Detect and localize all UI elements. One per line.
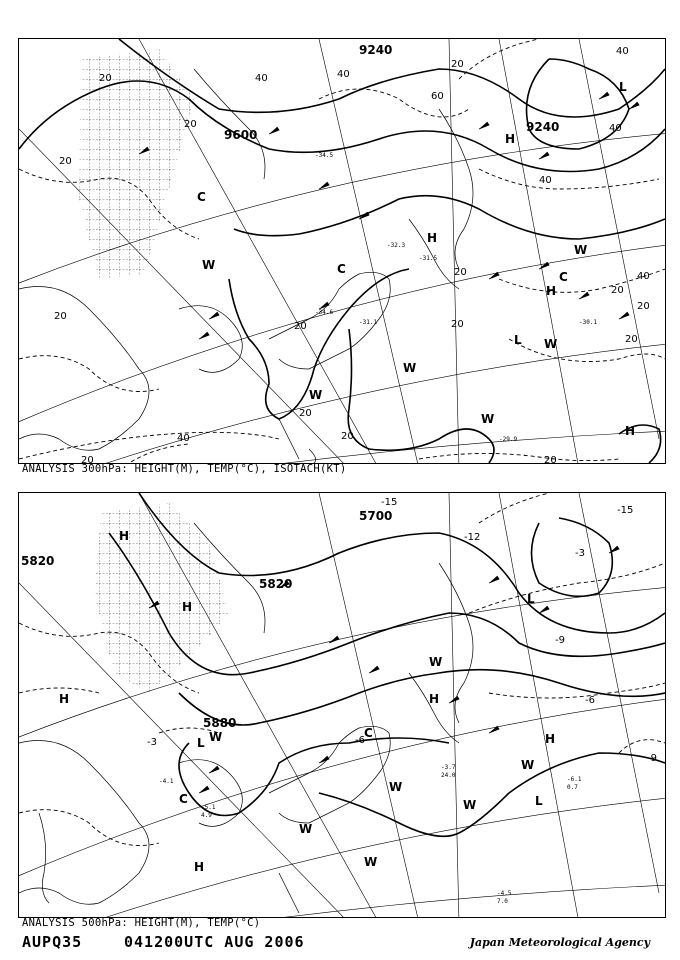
panel-500hpa-caption: ANALYSIS 500hPa: HEIGHT(M), TEMP(°C) [22,917,261,929]
chart-id: AUPQ35 [22,933,83,951]
svg-text:W: W [521,758,535,772]
svg-text:-3: -3 [147,737,157,748]
svg-text:L: L [535,794,543,808]
svg-text:40: 40 [609,123,622,134]
agency-name: Japan Meteorological Agency [469,936,650,949]
svg-text:20: 20 [454,267,467,278]
svg-text:7.0: 7.0 [497,898,508,905]
svg-text:W: W [463,798,477,812]
svg-text:-4.1: -4.1 [159,778,174,785]
svg-text:H: H [194,860,205,874]
svg-text:-34.5: -34.5 [315,152,334,159]
svg-text:-9: -9 [555,635,565,646]
svg-text:20: 20 [451,319,464,330]
svg-text:20: 20 [299,408,312,419]
svg-text:-9: -9 [647,753,657,764]
map-500hpa-canvas [19,493,665,917]
svg-text:C: C [337,262,346,276]
svg-text:H: H [625,424,636,438]
svg-text:-30.1: -30.1 [579,319,598,326]
svg-text:-12: -12 [464,532,481,543]
svg-text:20: 20 [294,321,307,332]
svg-text:L: L [619,80,627,94]
svg-text:H: H [59,692,70,706]
svg-text:-31.1: -31.1 [359,319,378,326]
svg-text:20: 20 [81,455,94,463]
svg-text:-3.7: -3.7 [441,764,456,771]
svg-text:W: W [403,361,417,375]
svg-text:20: 20 [544,455,557,463]
height-label: 9240 [359,43,393,57]
pressure-centers [197,80,635,438]
svg-text:H: H [427,231,438,245]
panel-300hpa-caption: ANALYSIS 300hPa: HEIGHT(M), TEMP(°C), ISOTACH(KT) [22,463,347,475]
hatched-area [79,49,194,279]
svg-text:20: 20 [99,73,112,84]
svg-text:-15: -15 [617,505,634,516]
svg-text:W: W [574,243,588,257]
svg-text:40: 40 [539,175,552,186]
svg-text:-6: -6 [355,735,365,746]
svg-text:20: 20 [625,334,638,345]
svg-text:L: L [514,333,522,347]
svg-text:20: 20 [59,156,72,167]
svg-text:24.0: 24.0 [441,772,456,779]
svg-text:-31.5: -31.5 [419,255,438,262]
height-label: 5820 [259,577,293,591]
valid-time: 041200UTC AUG 2006 [124,933,305,951]
svg-text:20: 20 [184,119,197,130]
svg-text:-3: -3 [575,548,585,559]
svg-text:60: 60 [431,91,444,102]
coastlines [19,523,473,913]
temp-observations [159,764,582,905]
svg-text:W: W [544,337,558,351]
svg-text:0.7: 0.7 [567,784,578,791]
svg-text:-6.1: -6.1 [567,776,582,783]
svg-text:20: 20 [341,431,354,442]
svg-text:H: H [545,732,556,746]
svg-text:W: W [389,780,403,794]
svg-text:-15: -15 [381,497,398,508]
svg-text:H: H [546,284,557,298]
svg-text:-6: -6 [585,695,595,706]
svg-text:L: L [527,592,535,606]
svg-text:-34.6: -34.6 [315,309,334,316]
svg-text:20: 20 [611,285,624,296]
svg-text:W: W [429,655,443,669]
svg-text:20: 20 [54,311,67,322]
svg-text:W: W [481,412,495,426]
svg-text:C: C [179,792,188,806]
height-label: 5700 [359,509,393,523]
svg-text:W: W [202,258,216,272]
svg-text:C: C [559,270,568,284]
svg-text:H: H [505,132,516,146]
map-panel-500hpa [18,492,666,918]
svg-text:40: 40 [637,271,650,282]
svg-text:-32.3: -32.3 [387,242,406,249]
map-300hpa-canvas [19,39,665,463]
svg-text:20: 20 [451,59,464,70]
svg-text:40: 40 [177,433,190,444]
height-label: 5880 [203,716,237,730]
svg-text:-29.9: -29.9 [499,436,518,443]
svg-text:-4.5: -4.5 [497,890,512,897]
svg-text:-5.1: -5.1 [201,804,216,811]
height-label: 9240 [526,120,560,134]
svg-text:W: W [309,388,323,402]
svg-text:L: L [197,736,205,750]
svg-text:W: W [364,855,378,869]
svg-text:W: W [299,822,313,836]
svg-text:40: 40 [616,46,629,57]
height-label: 9600 [224,128,258,142]
height-label: 5820 [21,554,55,568]
svg-text:C: C [197,190,206,204]
hatched-area [94,503,229,693]
svg-text:40: 40 [337,69,350,80]
map-panel-300hpa [18,38,666,464]
svg-text:C: C [364,726,373,740]
svg-text:4.9: 4.9 [201,812,212,819]
wind-barbs [139,92,639,339]
svg-text:H: H [182,600,193,614]
svg-text:H: H [119,529,130,543]
svg-text:H: H [429,692,440,706]
svg-text:40: 40 [255,73,268,84]
svg-text:W: W [209,730,223,744]
svg-text:20: 20 [637,301,650,312]
